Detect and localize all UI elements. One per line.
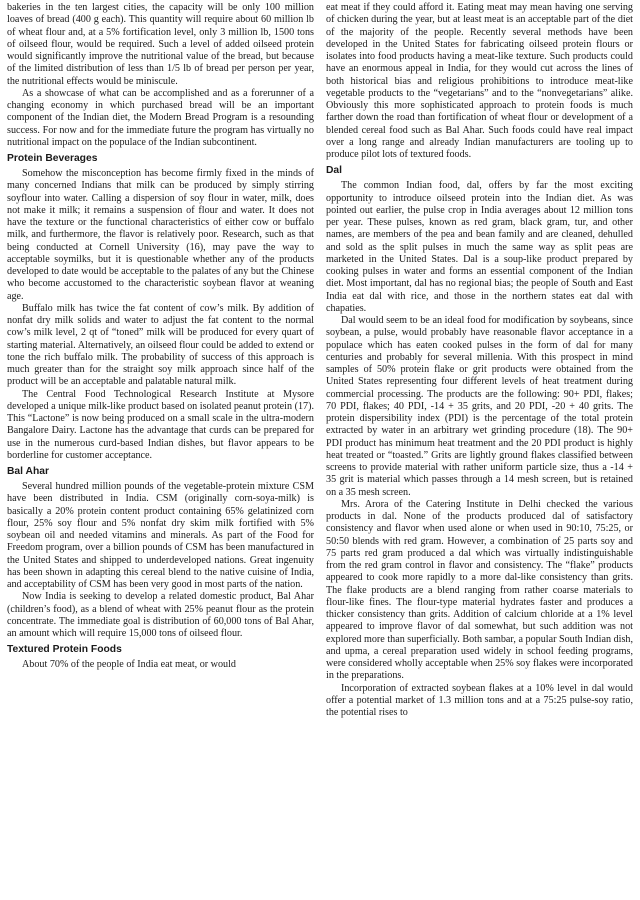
section-heading-textured-protein-foods: Textured Protein Foods [7, 644, 122, 656]
paragraph: The Central Food Technological Research Institute at Mysore developed a unique milk-like product based on isolated peanut protein (17). This “Lactone” is now being produced on a small scale in the ultra-modern Bangalore Dairy. Lactone has the advantage that curds can be prepared for use in the numerous curd-based Indian dishes, but flavor appears to be borderline for customer acceptance. [7, 388, 314, 461]
paragraph: bakeries in the ten largest cities, the capacity will be only 100 million loaves of bread (400 g each). This quantity will require about 60 million lb of wheat flour and, at a 5% fortification level, only 3 million lb, 1500 tons of oilseed flour, would be required. Such a level of added oilseed protein would significantly improve the nutritional value of the bread, but because of the limited distribution of less than 1/5 lb of bread per person per year, the nutritional effects would be miniscule. [7, 2, 314, 87]
paragraph: Several hundred million pounds of the vegetable-protein mixture CSM have been distributed in India. CSM (originally corn-soya-milk) is basically a 20% protein content product containing 65% gelatinized corn flour, 25% soy flour and 5% nonfat dry skim milk fortified with 5% soybean oil and needed vitamins and minerals. As part of the Food for Freedom program, over a billion pounds of CSM has been manufactured in the United States and shipped to underdeveloped nations. Great ingenuity has been shown in adapting this cereal blend to the native cuisine of India, and acceptability of CSM has been very good in most parts of the nation. [7, 481, 314, 590]
section-heading-protein-beverages: Protein Beverages [7, 153, 98, 164]
paragraph: Now India is seeking to develop a related domestic product, Bal Ahar (children’s food), as a blend of wheat with 25% peanut flour as the protein concentrate. The immediate goal is distribution of 60,000 tons of Bal Ahar, an amount which will require 15,000 tons of oilseed flour. [7, 591, 314, 639]
paragraph: Somehow the misconception has become firmly fixed in the minds of many concerned Indians that milk can be produced by simply stirring soyflour into water. Calling a dispersion of soy flour in water, milk, does not make it milk; it remains a suspension of flour and water. It does not have the texture or the functional characteristics of either cow or buffalo milk, and furthermore, the flavor is relatively poor. Research, such as that being conducted at Cornell University (16), may pave the way to acceptable soymilks, but it is questionable whether any of the products developed to date would be acceptable to the palates of any but the Chinese who become accustomed to the characteristic soybean flavor at weaning age. [7, 168, 314, 302]
paragraph: The common Indian food, dal, offers by far the most exciting opportunity to introduce oilseed protein into the Indian diet. As was pointed out earlier, the pulse crop in India averages about 12 million tons per year. These pulses, known as red gram, black gram, tur, and other names, are members of the pea and bean family and are cleaned, dehulled and sold as the split pulses in much the same way as split peas are marketed in the United States. Dal is a soup-like product prepared by cooking pulses in water and forms an essential component of the Indian diet. Most important, dal has no regional bias; the people of South and East India eat dal with rice, and those in the northern states eat dal with chapaties. [326, 180, 633, 314]
paragraph: Buffalo milk has twice the fat content of cow’s milk. By addition of nonfat dry milk solids and water to adjust the fat content to the normal cow’s milk level, 2 qt of “toned” milk will be produced for every quart of starting material. Alternatively, an oilseed flour could be added to extend or tone the rich buffalo milk. The probability of success of this approach is much greater than for the straight soy milk approach since half of the product will be an acceptable and palatable natural milk. [7, 302, 314, 388]
paragraph: Dal would seem to be an ideal food for modification by soybeans, since soybean, a pulse, would probably have reasonable flavor acceptance in a populace which has eaten cooked pulses in the form of dal for many centuries and probably for several millenia. With this prospect in mind samples of 50% protein flake or grit products were obtained from the United States representing four different levels of heat treatment during commercial processing. The products are the following: 90+ PDI, flakes; 70 PDI, flakes; 40 PDI, -14 + 35 grits, and 20 PDI, -20 + 40 grits. The protein dispersibility index (PDI) is the percentage of the total protein extracted by water in an arbitrary wet grinding procedure (18). The 90+ PDI product has minimum heat treatment and the 20 PDI product is highly heat treated or “toasted.” Grits are lightly ground flakes classified between screens to provide material with rather uniform particle size, thus a -14 + 35 grit is material which passes through a 14 mesh screen, but is retained on a 35 mesh screen. [326, 315, 633, 498]
paragraph: Incorporation of extracted soybean flakes at a 10% level in dal would offer a potential market of 1.3 million tons and at a 75:25 pulse-soy ratio, the potential rises to [326, 682, 633, 718]
paragraph: About 70% of the people of India eat meat, or would [22, 659, 236, 671]
left-column [7, 2, 314, 900]
section-heading-bal-ahar: Bal Ahar [7, 466, 49, 477]
right-column [326, 2, 633, 900]
paragraph: Mrs. Arora of the Catering Institute in Delhi checked the various products in dal. None of the products produced dal of satisfactory consistency and flavor when used alone or when used in 90:10, 75:25, or 50:50 blends with red gram. However, a combination of 25 parts soy and 75 parts red gram produced a dal which was virtually indistinguishable from the red gram control in flavor and consistency. The “flake” products appeared to cook more rapidly to a more dal-like consistency than grits. The flake products are a blend ranging from rather coarse materials to flour-like fines. The flour-type material hydrates faster and produces a thicker consistency than grits. Addition of calcium chloride at a 1% level appeared to improve flavor of dal somewhat, but such addition was not explored more than superficially. Both sambar, a popular South Indian dish, and upma, a cereal preparation used widely in school feeding programs, were considered wholly acceptable when 25% soy flakes were incorporated in the preparations. [326, 498, 633, 682]
paragraph: eat meat if they could afford it. Eating meat may mean having one serving of chicken during the year, but at least meat is an acceptable part of the diet of the majority of the people. Recently several methods have been developed in the United States for fabricating oilseed protein flours or isolates into food products having a meat-like texture. Such products could have an enormous appeal in India, for they would cut across the lines of both historical bias and religious prohibitions to introduce meat-like vegetable products to the “vegetarians” and to the “nonvegetarians” alike. Obviously this more sophisticated approach to protein foods is much farther down the road than fortification of wheat flour or development of a blended cereal food such as Bal Ahar. Such foods could have real impact over a long range and already Indian manufacturers are tooling up to produce pilot lots of textured foods. [326, 2, 633, 160]
paragraph: As a showcase of what can be accomplished and as a forerunner of a changing economy in which purchased bread will be an important component of the Indian diet, the Modern Bread Program is a resounding success. For now and for the immediate future the program has virtually no nutritional impact on the populace of the Indian subcontinent. [7, 87, 314, 148]
section-heading-dal: Dal [326, 165, 343, 177]
